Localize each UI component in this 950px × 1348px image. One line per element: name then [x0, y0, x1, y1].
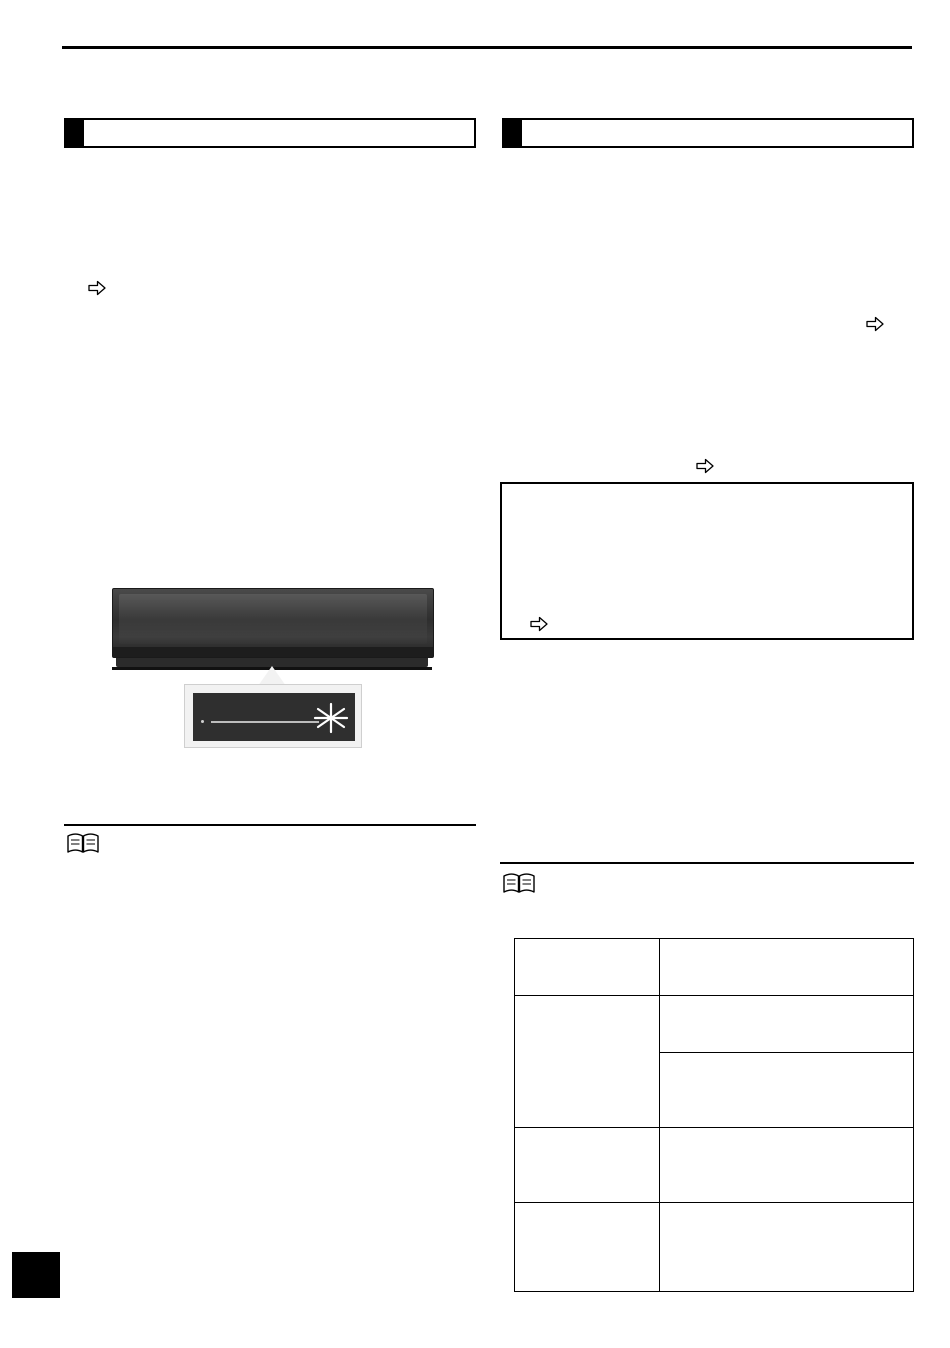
arrow-right-icon	[696, 458, 714, 474]
front-panel-strip	[211, 721, 319, 723]
table-cell-key	[515, 939, 660, 996]
section-heading-left-text	[84, 120, 474, 146]
table-cell-value	[660, 996, 914, 1053]
right-note-rule	[500, 862, 914, 864]
table-row	[515, 1203, 914, 1292]
page-number	[12, 1252, 60, 1298]
spec-table	[514, 938, 914, 1292]
book-note-icon	[502, 872, 536, 894]
table-cell-value	[660, 1203, 914, 1292]
tv-front-strip	[113, 647, 433, 657]
blinking-indicator-icon	[311, 701, 351, 735]
table-cell-value	[660, 1053, 914, 1128]
left-note-rule	[64, 824, 476, 826]
table-row	[515, 996, 914, 1053]
right-note-box	[500, 482, 914, 640]
table-cell-key	[515, 1203, 660, 1292]
tv-screen	[119, 594, 427, 644]
tv-body	[112, 588, 434, 658]
heading-marker-icon	[504, 120, 522, 146]
page-header-rule	[62, 46, 912, 49]
table-cell-key	[515, 996, 660, 1128]
front-panel-callout	[184, 684, 362, 748]
table-row	[515, 1128, 914, 1203]
table-cell-value	[660, 939, 914, 996]
book-note-icon	[66, 832, 100, 854]
table-cell-value	[660, 1128, 914, 1203]
front-panel-dot	[201, 720, 204, 723]
section-heading-right-text	[522, 120, 912, 146]
heading-marker-icon	[66, 120, 84, 146]
arrow-right-icon	[866, 316, 884, 332]
table-row	[515, 939, 914, 996]
section-heading-right	[502, 118, 914, 148]
arrow-right-icon	[530, 616, 548, 632]
arrow-right-icon	[88, 280, 106, 296]
callout-pointer-icon	[258, 666, 286, 686]
table-cell-key	[515, 1128, 660, 1203]
section-heading-left	[64, 118, 476, 148]
tv-illustration	[112, 588, 432, 678]
front-panel-zoom	[193, 693, 355, 741]
